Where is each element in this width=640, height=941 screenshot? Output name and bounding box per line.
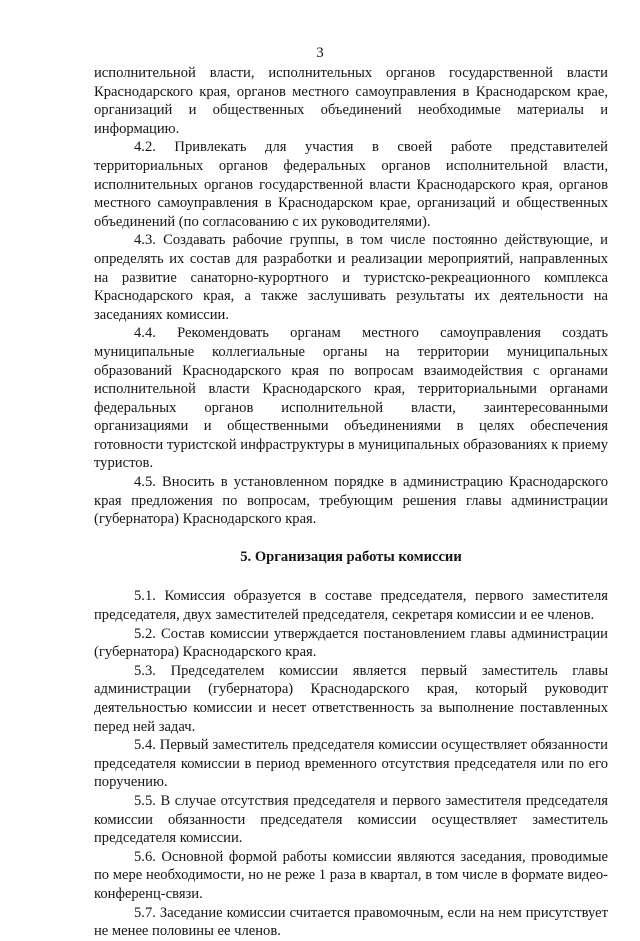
paragraph-5-6: 5.6. Основной формой работы комиссии являются заседания, проводимые по мере необходимости, но не реже 1 раза в квартал, в том числе в формате видео-конференц-связи.: [94, 848, 608, 902]
paragraph-4-2: 4.2. Привлекать для участия в своей работе представителей территориальных органов федеральных органов исполнительной власти, исполнительных органов государственной власти Краснодарского края, органов местного самоуправления в Краснодарском крае, организаций и общественных объединений (по согласованию с их руководителями).: [94, 139, 608, 230]
paragraph-4-1-continuation: исполнительной власти, исполнительных органов государственной власти Краснодарского края, органов местного самоуправления в Краснодарском крае, организаций и общественных объединений необходимые материалы и информацию.: [94, 65, 608, 137]
paragraph-5-3: 5.3. Председателем комиссии является первый заместитель главы администрации (губернатора) Краснодарского края, который руководит деятельностью комиссии и несет ответственность за выполнение поставленных перед ней задач.: [94, 662, 608, 735]
section-heading: 5. Организация работы комиссии: [240, 548, 462, 565]
paragraph-5-5: 5.5. В случае отсутствия председателя и первого заместителя председателя комиссии обязанности председателя комиссии осуществляет заместитель председателя комиссии.: [94, 792, 608, 847]
page-number: 3: [316, 45, 324, 61]
paragraph-5-7: 5.7. Заседание комиссии считается правомочным, если на нем присутствует не менее половины ее членов.: [94, 904, 608, 940]
paragraph-5-2: 5.2. Состав комиссии утверждается постановлением главы администрации (губернатора) Краснодарского края.: [94, 625, 608, 661]
paragraph-4-3: 4.3. Создавать рабочие группы, в том числе постоянно действующие, и определять их состав для разработки и реализации мероприятий, направленных на развитие санаторно-курортного и туристско-рекреационного комплекса Краснодарского края, а также заслушивать результаты их деятельности на заседаниях комиссии.: [94, 232, 608, 323]
paragraph-4-5: 4.5. Вносить в установленном порядке в администрацию Краснодарского края предложения по вопросам, требующим решения главы администрации (губернатора) Краснодарского края.: [94, 474, 608, 528]
paragraph-5-1: 5.1. Комиссия образуется в составе председателя, первого заместителя председателя, двух заместителей председателя, секретаря комиссии и ее членов.: [94, 588, 608, 624]
paragraph-5-4: 5.4. Первый заместитель председателя комиссии осуществляет обязанности председателя комиссии в период временного отсутствия председателя или по его поручению.: [94, 737, 608, 791]
paragraph-4-4: 4.4. Рекомендовать органам местного самоуправления создать муниципальные коллегиальные органы на территории муниципальных образований Краснодарского края по вопросам взаимодействия с органами исполнительной власти Краснодарского края, территориальными органами федеральных органов исполнительной власти, заинтересованными организациями и общественными объединениями в целях обеспечения готовности туристской инфраструктуры в муниципальных образованиях к приему туристов.: [94, 325, 608, 472]
document-body: [94, 64, 608, 941]
